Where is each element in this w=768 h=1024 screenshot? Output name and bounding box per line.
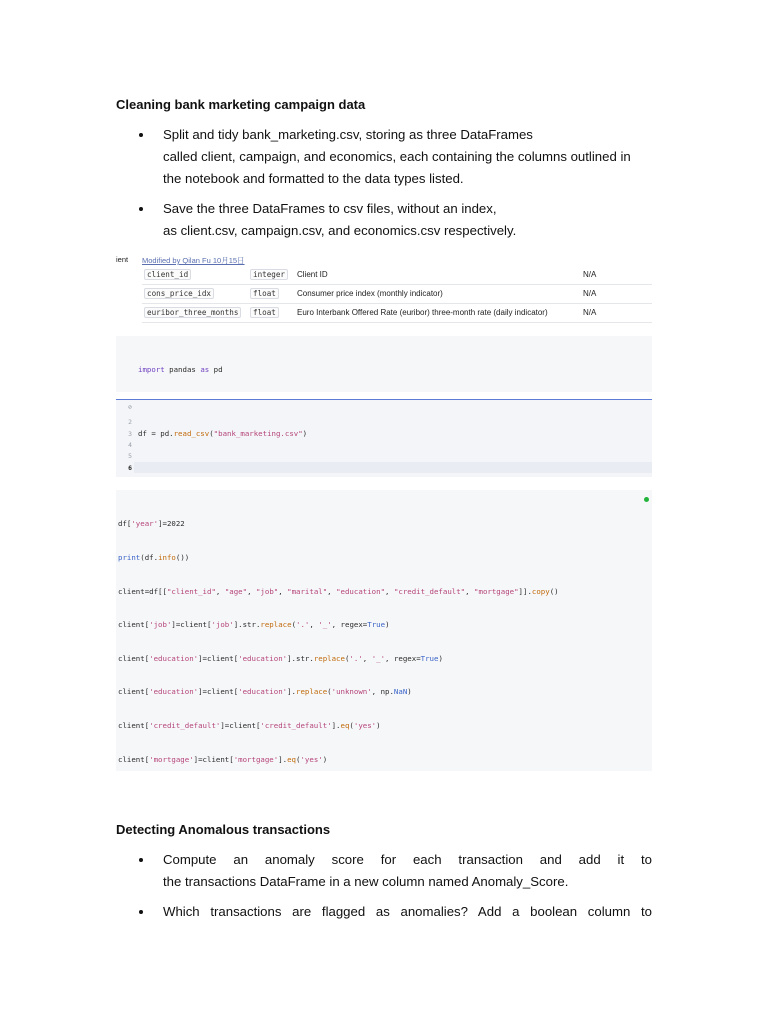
bullet-list-anomalous [116,849,652,931]
bullet-line: Split and tidy bank_marketing.csv, storing as three DataFrames [163,127,533,142]
code-cell-imports[interactable] [116,336,652,392]
code-line: print(df.info()) [118,553,190,563]
code-line: client['education']=client['education'].str.replace('.', '_', regex=True) [118,653,443,663]
bullet-dot [139,133,143,137]
bullet-line: the notebook and formatted to the data types listed. [163,171,464,186]
section-heading-anomalous: Detecting Anomalous transactions [116,822,331,837]
code-line: df = pd.read_csv("bank_marketing.csv") [138,429,308,439]
bullet-line: as client.csv, campaign.csv, and economics.csv respectively. [163,223,517,238]
columns-table [116,254,652,324]
column-na: N/A [583,270,597,279]
code-line: client['mortgage']=client['mortgage'].eq('yes') [118,754,328,764]
bullet-line: Save the three DataFrames to csv files, without an index, [163,201,497,216]
side-label: ient [116,255,129,264]
column-description: Client ID [297,270,328,279]
table-row [142,304,652,323]
gutter-icon: ⊘ [128,403,132,411]
code-line: client['job']=client['job'].str.replace('.', '_', regex=True) [118,620,390,630]
line-number: 3 [128,430,132,438]
code-body [138,342,236,392]
line-number: 2 [128,418,132,426]
column-name: client_id [144,269,191,280]
line-number: 5 [128,452,132,460]
code-line [138,462,503,473]
code-line: import pandas as pd [138,365,223,375]
code-cell-read-csv[interactable] [116,399,652,477]
column-description: Euro Interbank Offered Rate (euribor) three-month rate (daily indicator) [297,308,548,317]
section-heading-cleaning: Cleaning bank marketing campaign data [116,97,366,112]
code-line: client['credit_default']=client['credit_default'].eq('yes') [118,721,381,731]
code-cell-cleaning[interactable] [116,490,652,771]
column-name: euribor_three_months [144,307,241,318]
code-body [118,496,643,771]
bullet-dot [139,858,143,862]
bullet-item [116,901,652,923]
column-name: cons_price_idx [144,288,214,299]
line-number: 4 [128,441,132,449]
column-type: float [250,307,279,318]
bullet-dot [139,207,143,211]
bullet-line: called client, campaign, and economics, each containing the columns outlined in [163,149,631,164]
column-type: integer [250,269,288,280]
table-row [142,285,652,304]
column-description: Consumer price index (monthly indicator) [297,289,443,298]
column-na: N/A [583,308,597,317]
bullet-item [116,849,652,893]
column-na: N/A [583,289,597,298]
bullet-item [116,124,652,190]
table-header [116,254,652,266]
bullet-line: Compute an anomaly score for each transaction and add it to [163,852,652,867]
bullet-line: the transactions DataFrame in a new column named Anomaly_Score. [163,874,569,889]
bullet-line: Which transactions are flagged as anomalies? Add a boolean column to [163,904,652,919]
modified-by-link[interactable]: Modified by Qilan Fu 10月15日 [142,256,245,265]
code-body [138,406,503,477]
column-type: float [250,288,279,299]
line-number-current: 6 [128,464,132,472]
run-status-dot-icon [644,497,649,502]
table-row [142,266,652,285]
bullet-list-cleaning [116,124,652,250]
code-line: df['year']=2022 [118,519,185,529]
bullet-item [116,198,652,242]
code-line: client=df[["client_id", "age", "job", "marital", "education", "credit_default", "mortgage"]].copy() [118,586,559,596]
line-gutter [116,400,134,477]
code-line: client['education']=client['education'].replace('unknown', np.NaN) [118,687,412,697]
bullet-dot [139,910,143,914]
